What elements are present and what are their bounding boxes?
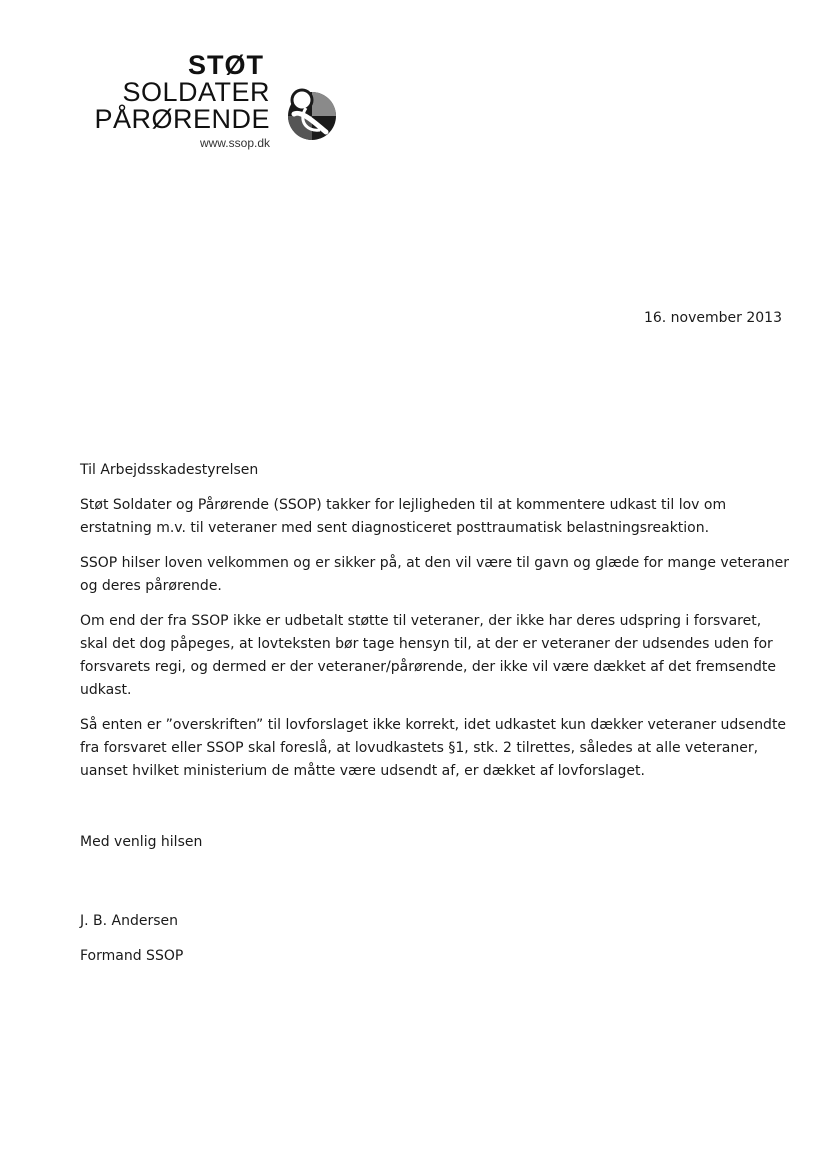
logo-line-2: SOLDATER	[122, 77, 270, 107]
recipient-line: Til Arbejdsskadestyrelsen	[80, 462, 259, 478]
letter-date: 16. november 2013	[643, 310, 782, 326]
closing-line: Med venlig hilsen	[80, 834, 203, 850]
paragraph-3: Om end der fra SSOP ikke er udbetalt støtte til veteraner, der ikke har deres udspring i forsvaret, skal det dog påpeges, at lovteksten bør tage hensyn til, at der er veteraner der udsendes uden for forsvarets regi, og dermed er der veteraner/pårørende, der ikke vil være dækket af det fremsendte udkast.	[80, 613, 777, 698]
letter-body	[80, 459, 790, 980]
ssop-logo	[78, 52, 340, 152]
paragraph-4: Så enten er ”overskriften” til lovforslaget ikke korrekt, idet udkastet kun dækker veteraner udsendte fra forsvaret eller SSOP skal foreslå, at lovudkastets §1, stk. 2 tilrettes, således at alle veteraner, uanset hvilket ministerium de måtte være udsendt af, er dækket af lovforslaget.	[80, 717, 787, 779]
logo-line-1: STØT	[188, 50, 264, 80]
logo-line-3: PÅRØRENDE	[94, 104, 270, 134]
signer-name: J. B. Andersen	[80, 913, 179, 929]
paragraph-1: Støt Soldater og Pårørende (SSOP) takker for lejligheden til at kommentere udkast til lov om erstatning m.v. til veteraner med sent diagnosticeret posttraumatisk belastningsreaktion.	[80, 497, 727, 536]
logo-url: www.ssop.dk	[199, 136, 270, 150]
spacer	[80, 866, 790, 910]
paragraph-2: SSOP hilser loven velkommen og er sikker på, at den vil være til gavn og glæde for mange veteraner og deres pårørende.	[80, 555, 789, 594]
spacer	[80, 795, 790, 831]
signer-title: Formand SSOP	[80, 948, 184, 964]
ampersand-emblem-icon	[276, 80, 340, 144]
